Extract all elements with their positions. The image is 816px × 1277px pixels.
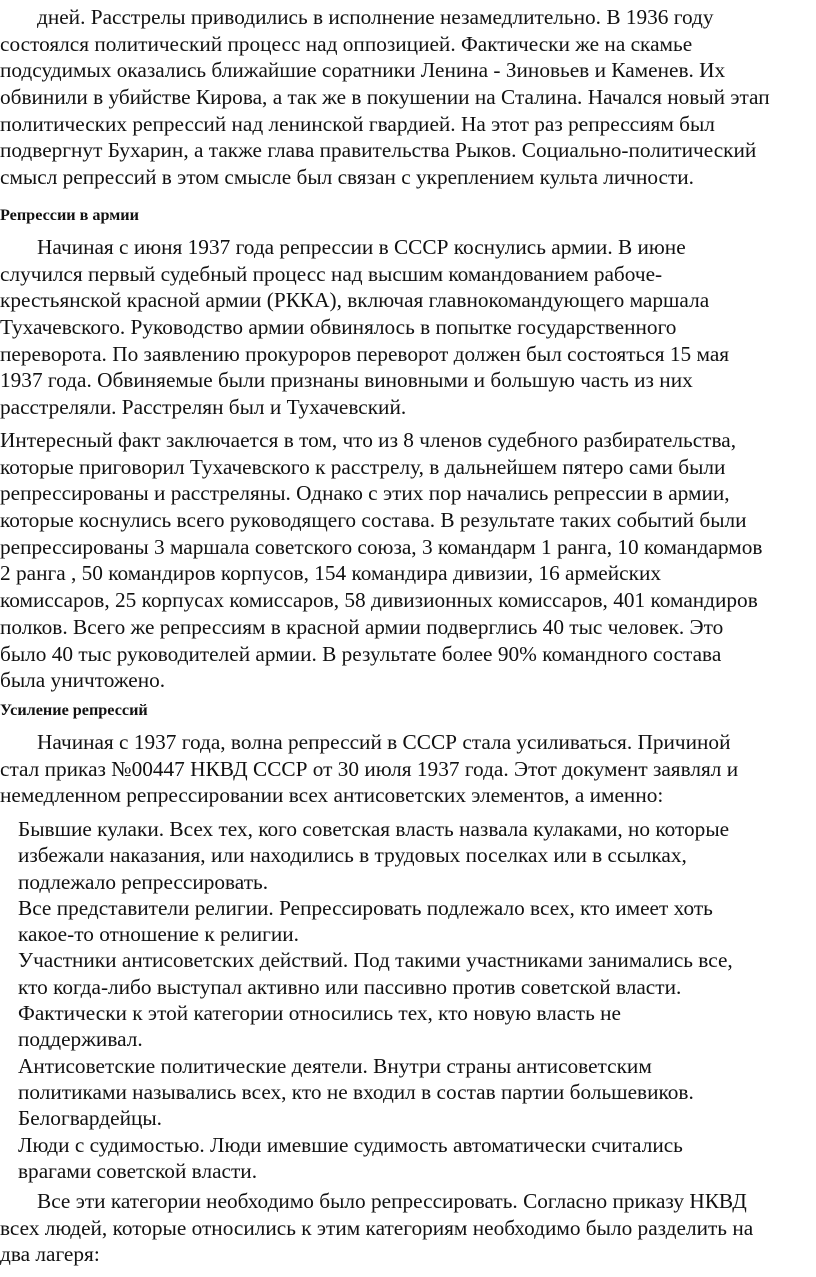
text-line: политических репрессий над ленинской гвардией. На этот раз репрессиям был — [0, 111, 715, 136]
paragraph-4 — [0, 729, 812, 809]
list-item: поддерживал. — [18, 1027, 143, 1052]
list-item: Антисоветские политические деятели. Внутри страны антисоветским — [18, 1053, 652, 1078]
section-heading: Усиление репрессий — [0, 701, 148, 719]
text-line: Начиная с 1937 года, волна репрессий в СССР стала усиливаться. Причиной — [37, 730, 731, 754]
list-item: кто когда-либо выступал активно или пассивно против советской власти. — [18, 974, 682, 999]
text-line: полков. Всего же репрессиям в красной армии подверглись 40 тыс человек. Это — [0, 614, 724, 639]
text-line: состоялся политический процесс над оппозицией. Фактически же на скамье — [0, 31, 693, 56]
text-line: которые коснулись всего руководящего состава. В результате таких событий были — [0, 508, 747, 533]
text-line: репрессированы и расстреляны. Однако с этих пор начались репрессии в армии, — [0, 481, 730, 506]
text-line: случился первый судебный процесс над высшим командованием рабоче- — [0, 261, 663, 286]
text-line: переворота. По заявлению прокуроров переворот должен был состояться 15 мая — [0, 341, 730, 366]
category-list — [0, 816, 812, 1184]
list-item: врагами советской власти. — [18, 1158, 258, 1183]
section-heading: Репрессии в армии — [0, 206, 139, 224]
list-item: Люди с судимостью. Люди имевшие судимость автоматически считались — [18, 1132, 683, 1157]
text-line: немедленном репрессировании всех антисоветских элементов, а именно: — [0, 783, 664, 808]
text-line: смысл репрессий в этом смысле был связан с укреплением культа личности. — [0, 165, 695, 190]
list-item: Все представители религии. Репрессировать подлежало всех, кто имеет хоть — [18, 895, 713, 920]
text-line: Все эти категории необходимо было репрессировать. Согласно приказу НКВД — [37, 1189, 747, 1213]
list-item: подлежало репрессировать. — [18, 869, 269, 894]
text-line: было 40 тыс руководителей армии. В результате более 90% командного состава — [0, 641, 722, 666]
paragraph-5 — [0, 1188, 812, 1268]
text-line: крестьянской красной армии (РККА), включая главнокомандующего маршала — [0, 288, 710, 313]
text-line: стал приказ №00447 НКВД СССР от 30 июля 1937 года. Этот документ заявлял и — [0, 756, 739, 781]
text-line: расстреляли. Расстрелян был и Тухачевский. — [0, 395, 407, 420]
text-line: была уничтожено. — [0, 668, 166, 693]
list-item: Фактически к этой категории относились тех, кто новую власть не — [18, 1001, 621, 1026]
paragraph-3 — [0, 427, 812, 694]
text-line: Тухачевского. Руководство армии обвинялось в попытке государственного — [0, 315, 677, 340]
list-item: политиками назывались всех, кто не входил в состав партии большевиков. — [18, 1079, 694, 1104]
list-item: Участники антисоветских действий. Под такими участниками занимались все, — [18, 948, 733, 973]
text-line: подвергнут Бухарин, а также глава правительства Рыков. Социально-политический — [0, 138, 757, 163]
paragraph-2 — [0, 234, 812, 421]
text-line: всех людей, которые относились к этим категориям необходимо было разделить на — [0, 1215, 754, 1240]
text-line: 2 ранга , 50 командиров корпусов, 154 командира дивизии, 16 армейских — [0, 561, 661, 586]
text-line: дней. Расстрелы приводились в исполнение незамедлительно. В 1936 году — [37, 5, 714, 29]
text-line: репрессированы 3 маршала советского союза, 3 командарм 1 ранга, 10 командармов — [0, 534, 763, 559]
list-item: Бывшие кулаки. Всех тех, кого советская власть назвала кулаками, но которые — [18, 817, 730, 841]
list-item: Белогвардейцы. — [18, 1106, 163, 1131]
text-line: Интересный факт заключается в том, что из 8 членов судебного разбирательства, — [0, 428, 737, 452]
text-line: которые приговорил Тухачевского к расстрелу, в дальнейшем пятеро сами были — [0, 454, 726, 479]
text-line: 1937 года. Обвиняемые были признаны виновными и большую часть из них — [0, 368, 693, 393]
text-line: два лагеря: — [0, 1242, 100, 1267]
text-line: комиссаров, 25 корпусах комиссаров, 58 дивизионных комиссаров, 401 командиров — [0, 588, 758, 613]
text-line: подсудимых оказались ближайшие соратники Ленина - Зиновьев и Каменев. Их — [0, 58, 726, 83]
paragraph-1 — [0, 4, 812, 191]
text-line: обвинили в убийстве Кирова, а так же в покушении на Сталина. Начался новый этап — [0, 85, 770, 110]
text-line: Начиная с июня 1937 года репрессии в СССР коснулись армии. В июне — [37, 235, 686, 259]
list-item: какое-то отношение к религии. — [18, 922, 299, 947]
list-item: избежали наказания, или находились в трудовых поселках или в ссылках, — [18, 843, 687, 868]
